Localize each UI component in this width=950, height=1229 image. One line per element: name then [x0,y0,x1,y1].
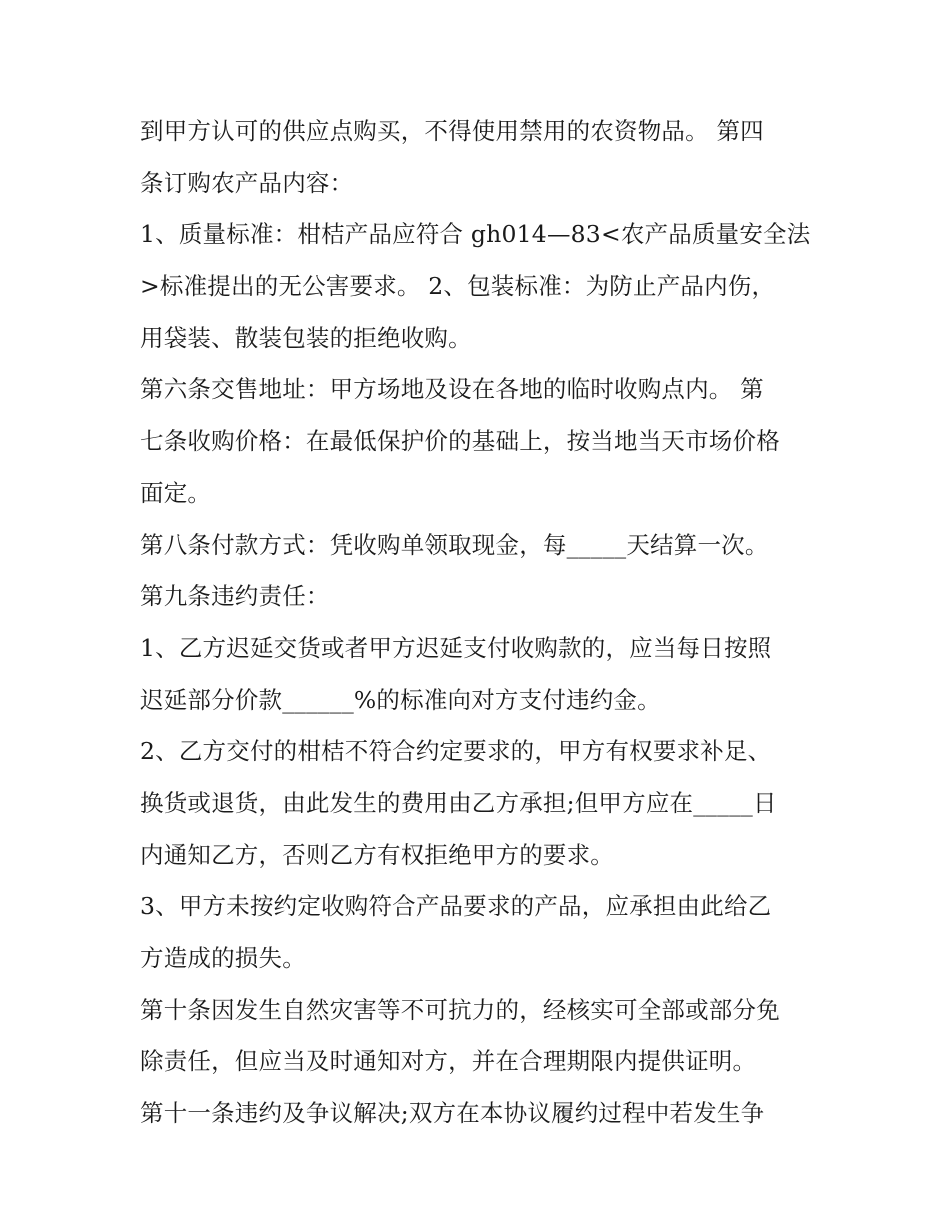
text-line: 用袋装、散装包装的拒绝收购。 [140,323,472,352]
text-line: 到甲方认可的供应点购买，不得使用禁用的农资物品。 第四 [140,117,764,145]
text-line: 迟延部分价款______%的标准向对方支付违约金。 [140,685,661,714]
text-line: 3、甲方未按约定收购符合产品要求的产品，应承担由此给乙 [140,892,772,921]
text-line: 第八条付款方式：凭收购单领取现金，每_____天结算一次。 [140,530,769,559]
text-line: 内通知乙方，否则乙方有权拒绝甲方的要求。 [140,840,614,869]
text-line: 1、乙方迟延交货或者甲方迟延支付收购款的，应当每日按照 [140,633,772,662]
text-line: 七条收购价格：在最低保护价的基础上，按当地当天市场价格 [140,427,780,456]
text-line: 第六条交售地址：甲方场地及设在各地的临时收购点内。 第 [140,375,764,404]
text-line: 除责任，但应当及时通知对方，并在合理期限内提供证明。 [140,1047,757,1076]
contract-text [140,106,830,1140]
text-line: 2、乙方交付的柑桔不符合约定要求的，甲方有权要求补足、 [140,737,772,766]
text-line: 条订购农产品内容： [140,168,354,197]
text-line: 1、质量标准：柑桔产品应符合 gh014—83<农产品质量安全法 [140,220,811,249]
text-line: 第九条违约责任： [140,582,330,611]
text-line: 第十条因发生自然灾害等不可抗力的，经核实可全部或部分免 [140,995,780,1024]
text-line: 第十一条违约及争议解决;双方在本协议履约过程中若发生争 [140,1099,765,1128]
text-line: 换货或退货，由此发生的费用由乙方承担;但甲方应在_____日 [140,788,777,817]
text-line: 方造成的损失。 [140,944,306,972]
text-line: >标准提出的无公害要求。 2、包装标准：为防止产品内伤， [140,272,776,301]
text-line: 面定。 [140,478,212,507]
